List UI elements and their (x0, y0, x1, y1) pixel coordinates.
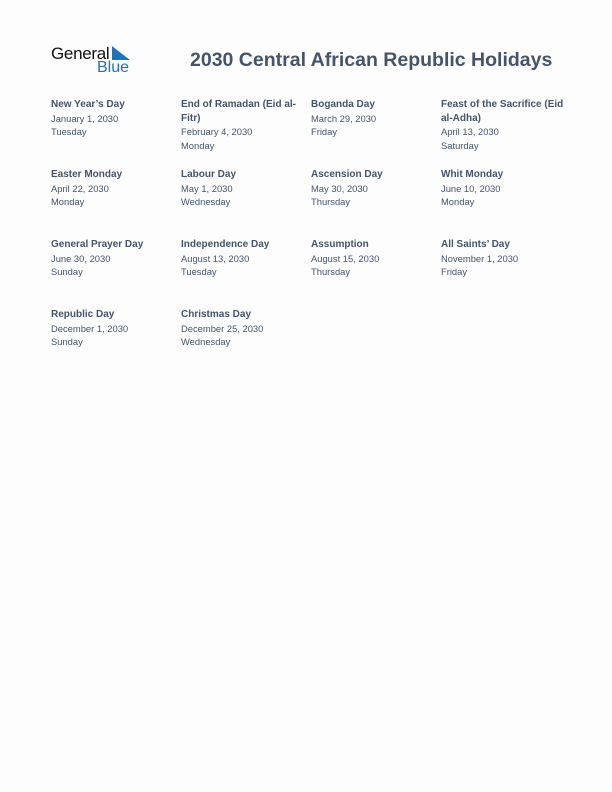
holiday-weekday: Friday (311, 126, 338, 138)
holiday-date: February 4, 2030 (181, 126, 253, 138)
holiday-name: Whit Monday (441, 169, 504, 180)
holiday-entry (51, 168, 173, 209)
holiday-name: Christmas Day (181, 309, 252, 320)
holiday-entry (311, 168, 433, 209)
holiday-weekday: Wednesday (181, 196, 231, 208)
holiday-entry (311, 238, 433, 279)
holiday-entry (181, 98, 303, 152)
holiday-weekday: Monday (181, 139, 215, 151)
logo-word-blue: Blue (97, 59, 130, 76)
holiday-entry (181, 238, 303, 279)
holiday-date: April 13, 2030 (441, 126, 499, 138)
holiday-name: Easter Monday (51, 169, 123, 180)
holiday-name: All Saints’ Day (441, 239, 510, 250)
holiday-weekday: Tuesday (181, 266, 217, 278)
holiday-name: Republic Day (51, 309, 115, 320)
holiday-entry (51, 98, 173, 139)
holiday-date: January 1, 2030 (51, 112, 119, 124)
holiday-date: August 15, 2030 (311, 252, 380, 264)
holiday-weekday: Sunday (51, 266, 83, 278)
holiday-entry (441, 168, 566, 209)
holiday-entry (311, 98, 433, 139)
holiday-weekday: Friday (441, 266, 468, 278)
holiday-entry (51, 308, 173, 349)
holiday-name: Labour Day (181, 169, 237, 180)
holiday-name: General Prayer Day (51, 239, 144, 250)
holiday-date: December 1, 2030 (51, 322, 129, 334)
generalblue-logo (51, 44, 133, 78)
holiday-entry (181, 308, 303, 349)
holiday-date: August 13, 2030 (181, 252, 250, 264)
holiday-weekday: Wednesday (181, 336, 231, 348)
holiday-entry (51, 238, 173, 279)
holiday-date: May 30, 2030 (311, 182, 368, 194)
holiday-date: April 22, 2030 (51, 182, 109, 194)
holiday-weekday: Sunday (51, 336, 83, 348)
holiday-name: Assumption (311, 239, 369, 250)
holiday-date: June 30, 2030 (51, 252, 111, 264)
holiday-name: End of Ramadan (Eid al-Fitr) (181, 99, 297, 124)
holiday-name: Feast of the Sacrifice (Eid al-Adha) (441, 99, 564, 124)
holiday-name: Boganda Day (311, 99, 375, 110)
holiday-weekday: Saturday (441, 139, 479, 151)
holiday-entry (181, 168, 303, 209)
logo-word-general: General (51, 44, 110, 63)
holiday-name: New Year’s Day (51, 99, 125, 110)
holiday-weekday: Thursday (311, 196, 351, 208)
holiday-name: Ascension Day (311, 169, 383, 180)
holiday-weekday: Monday (51, 196, 85, 208)
holiday-date: March 29, 2030 (311, 112, 377, 124)
page-title: 2030 Central African Republic Holidays (190, 49, 553, 71)
holiday-entry (441, 238, 566, 279)
holiday-date: May 1, 2030 (181, 182, 233, 194)
holiday-weekday: Tuesday (51, 126, 87, 138)
holiday-date: June 10, 2030 (441, 182, 501, 194)
holiday-weekday: Monday (441, 196, 475, 208)
holiday-date: December 25, 2030 (181, 322, 264, 334)
holiday-name: Independence Day (181, 239, 270, 250)
holiday-weekday: Thursday (311, 266, 351, 278)
holiday-entry (441, 98, 566, 152)
holiday-date: November 1, 2030 (441, 252, 519, 264)
